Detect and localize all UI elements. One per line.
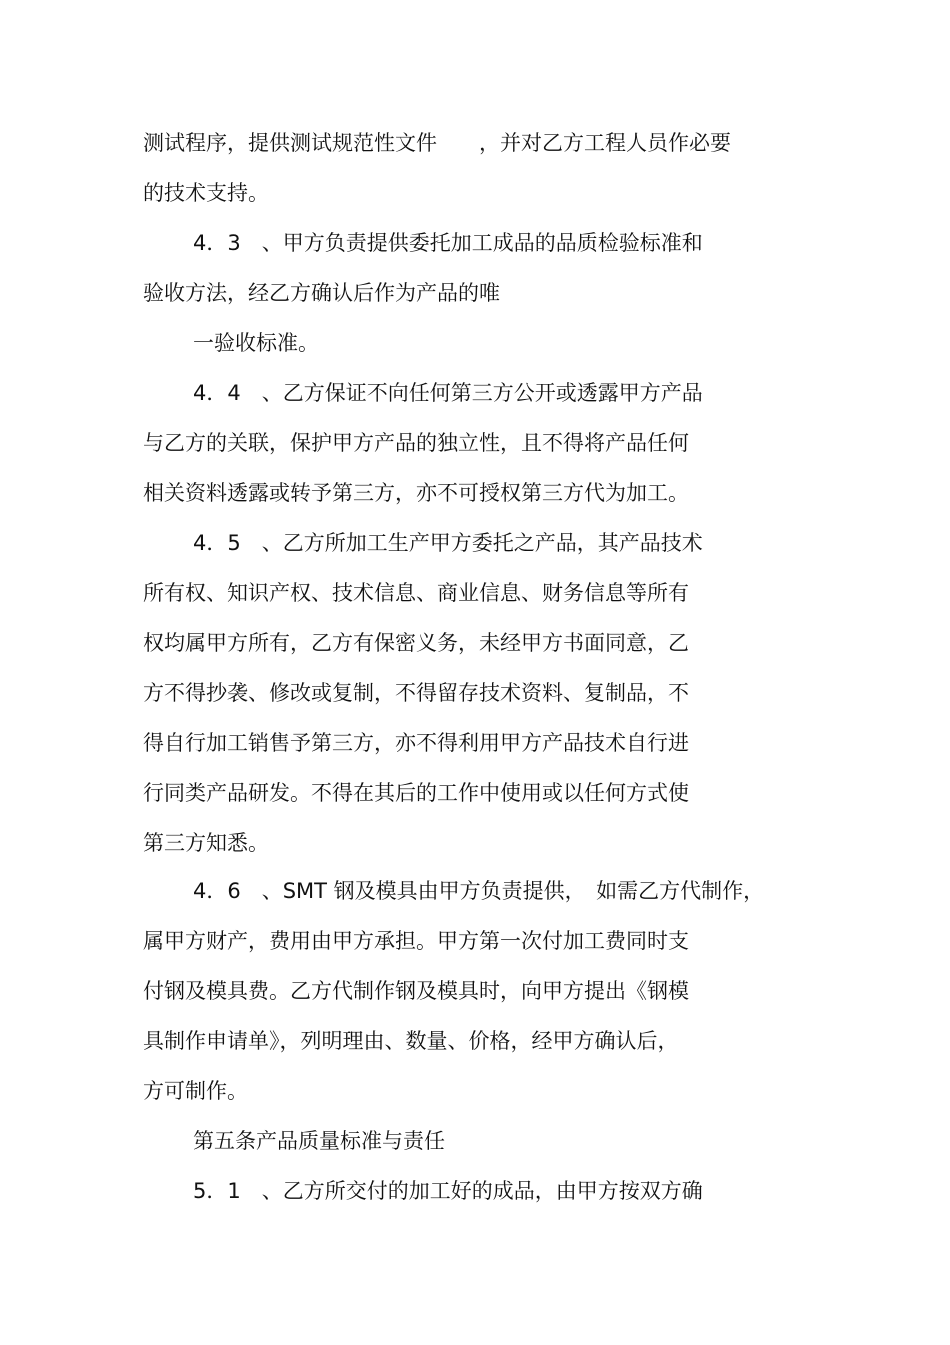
text-line: 测试程序，提供测试规范性文件 ，并对乙方工程人员作必要	[143, 131, 731, 155]
text-line: 行同类产品研发。不得在其后的工作中使用或以任何方式使	[143, 781, 689, 805]
text-line: 相关资料透露或转予第三方，亦不可授权第三方代为加工。	[143, 481, 689, 505]
text-line: 验收方法，经乙方确认后作为产品的唯	[143, 281, 500, 305]
text-line: 5．1 、乙方所交付的加工好的成品，由甲方按双方确	[193, 1179, 703, 1203]
text-line: 方可制作。	[143, 1079, 248, 1103]
text-line: 4．4 、乙方保证不向任何第三方公开或透露甲方产品	[193, 381, 703, 405]
text-line: 方不得抄袭、修改或复制，不得留存技术资料、复制品，不	[143, 681, 689, 705]
text-line: 的技术支持。	[143, 181, 269, 205]
text-line: 4．6 、SMT 钢及模具由甲方负责提供， 如需乙方代制作，	[193, 879, 765, 903]
text-line: 属甲方财产，费用由甲方承担。甲方第一次付加工费同时支	[143, 929, 689, 953]
text-line: 4．3 、甲方负责提供委托加工成品的品质检验标准和	[193, 231, 703, 255]
text-line: 一验收标准。	[193, 331, 319, 355]
text-line: 付钢及模具费。乙方代制作钢及模具时，向甲方提出《钢模	[143, 979, 689, 1003]
text-line: 4．5 、乙方所加工生产甲方委托之产品，其产品技术	[193, 531, 703, 555]
text-line: 具制作申请单》，列明理由、数量、价格，经甲方确认后，	[143, 1029, 679, 1053]
text-line: 所有权、知识产权、技术信息、商业信息、财务信息等所有	[143, 581, 689, 605]
text-line: 第三方知悉。	[143, 831, 269, 855]
text-line: 与乙方的关联，保护甲方产品的独立性，且不得将产品任何	[143, 431, 689, 455]
section-heading: 第五条产品质量标准与责任	[193, 1129, 445, 1153]
text-line: 权均属甲方所有，乙方有保密义务，未经甲方书面同意，乙	[143, 631, 689, 655]
text-line: 得自行加工销售予第三方，亦不得利用甲方产品技术自行进	[143, 731, 689, 755]
